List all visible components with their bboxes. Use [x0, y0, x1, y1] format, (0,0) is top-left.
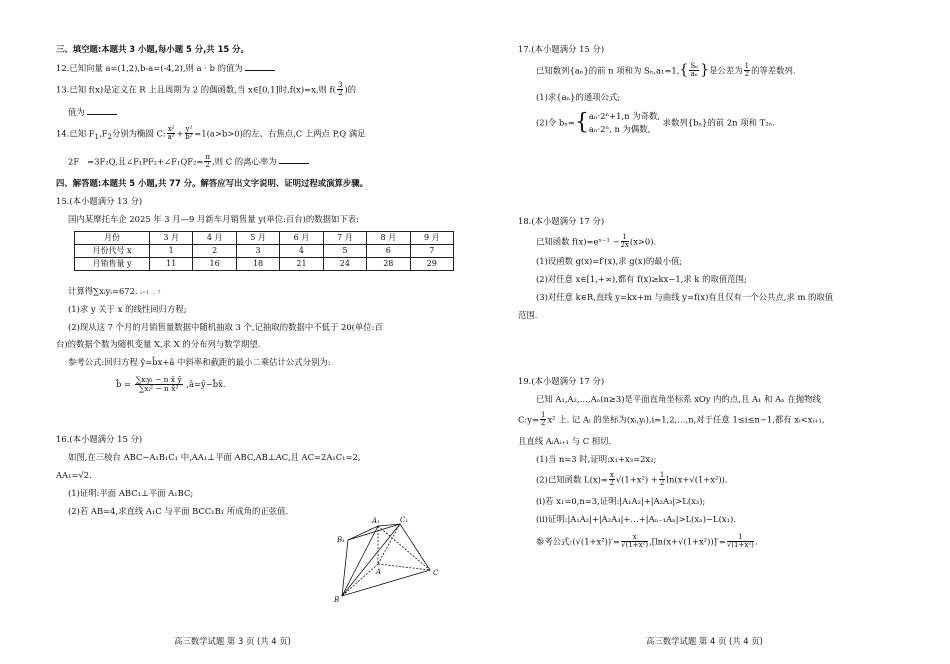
- label-a: A: [376, 568, 382, 576]
- label-b: B: [334, 596, 340, 604]
- q19-part1: (1)当 n=3 时,证明:x₁+x₃=2x₂;: [536, 454, 657, 464]
- q17-text-a: 已知数列{aₙ}的前 n 项和为 Sₙ,a₁=1,: [536, 65, 680, 76]
- q19-part-ii: (ii)证明:|A₁A₂|+|A₂A₃|+…+|Aₙ₋₁Aₙ|>L(xₙ)−L(x₁).: [536, 514, 736, 524]
- q13-value-label: 值为: [68, 107, 85, 117]
- frustum-outline: [342, 524, 430, 596]
- table-cell: 6 月: [280, 232, 323, 245]
- q19-part2: [536, 472, 728, 488]
- q17-title: 17.(本小题满分 15 分): [518, 44, 605, 54]
- q12-text: 12.已知向量 a=(1,2),b-a=(-4,2),则 a · b 的值为: [56, 63, 243, 73]
- q14-y2: y²: [185, 125, 193, 133]
- label-a1: A₁: [372, 517, 380, 525]
- q19-title: 19.(本小题满分 17 分): [518, 376, 605, 386]
- table-cell: 4 月: [193, 232, 236, 245]
- q14-x2: x²: [167, 125, 175, 133]
- q15-part2a: (2)现从这 7 个月的月销售量数据中随机抽取 3 个,记抽取的数据中不低于 20(单位:百: [68, 322, 383, 332]
- q15-formula: [116, 376, 226, 393]
- q17-case-even: aₙ·2ⁿ, n 为偶数,: [588, 123, 651, 134]
- q14-text-g: ,则 C 的离心率为: [212, 156, 277, 167]
- table-row: [75, 258, 454, 271]
- q19-2: 2: [609, 479, 615, 488]
- table-cell: 5: [323, 245, 366, 258]
- table-cell: 2: [193, 245, 236, 258]
- question-13: [56, 82, 356, 98]
- q14-b2: b²: [185, 133, 193, 142]
- q19-ref-frac2: [727, 534, 754, 550]
- q15-title: 15.(本小题满分 13 分): [56, 196, 143, 206]
- q16-part1: (1)证明:平面 ABC₁⊥平面 A₁BC;: [68, 488, 194, 498]
- question-14-cont: [68, 154, 309, 170]
- q17-part2-text: 求数列{bₙ}的前 2n 项和 T₂ₙ.: [662, 117, 775, 128]
- q18-part2: (2)对任意 x∈[1,+∞),都有 f(x)≥kx−1,求 k 的取值范围;: [536, 274, 747, 284]
- q16-title: 16.(本小题满分 15 分): [56, 434, 143, 444]
- q17-part2: [536, 110, 775, 135]
- q18-text: [536, 234, 656, 250]
- q14-text-d: =1(a>b>0)的左、右焦点,C 上两点 P,Q 满足: [194, 128, 366, 139]
- q17-text-b: 是公差为: [709, 65, 743, 76]
- table-cell: 7: [410, 245, 453, 258]
- label-b1: B₁: [337, 536, 345, 544]
- q17-text-c: 的等差数列.: [751, 65, 796, 76]
- table-cell: 3: [236, 245, 279, 258]
- q13-text-end: )的: [344, 84, 357, 95]
- q17-case-odd: aₙ·2ⁿ+1,n 为奇数,: [588, 111, 660, 121]
- q15-b-hat: b̂ =: [116, 379, 132, 390]
- q19-ref-den2: √(1+x²): [726, 541, 754, 550]
- q15-reference: 参考公式:回归方程 ŷ=b̂x+â 中斜率和截距的最小二乘估计公式分别为:: [68, 357, 331, 367]
- q12-answer-blank[interactable]: [245, 62, 275, 71]
- q15-calc: [68, 286, 161, 297]
- q14-text-a: 14.已知 F: [56, 128, 95, 139]
- q19-x: x: [609, 471, 614, 479]
- q17-half-num: 1: [744, 61, 750, 70]
- q17-part1: (1)求{aₙ}的通项公式;: [536, 92, 621, 102]
- label-c: C: [433, 569, 439, 577]
- q14-angle-fraction: [204, 154, 211, 170]
- q16-text-a: 如图,在三棱台 ABC−A₁B₁C₁ 中,AA₁⊥平面 ABC,AB⊥AC,且 AC=2A₁C₁=2,: [68, 452, 361, 462]
- q19-ref-den1: √(1+x²): [621, 541, 649, 550]
- q14-text-b: ,F: [99, 128, 108, 139]
- table-cell: 29: [410, 258, 453, 271]
- q18-frac-den: 2x: [620, 241, 629, 250]
- question-12: [56, 62, 275, 74]
- q15-part2b: 台)的数据个数为随机变量 X,求 X 的分布列与数学期望.: [56, 339, 261, 349]
- q19-text-a: 已知 A₁,A₂,…,Aₙ(n≥3)是平面直角坐标系 xOy 内的点,且 A₁ 和 Aₙ 在抛物线: [536, 394, 821, 404]
- q15-formula-fraction: [135, 376, 183, 393]
- table-cell: 6: [367, 245, 410, 258]
- q14-text-f: =3F₂Q,且∠F₁PF₂+∠F₁QF₂=: [87, 156, 204, 167]
- q19-L-def: (2)已知函数 L(x)=: [536, 474, 608, 485]
- q15-calc-text: 计算得∑xᵢyᵢ=672.: [68, 286, 138, 296]
- section4-heading: 四、解答题:本题共 5 小题,共 77 分。解答应写出文字说明、证明过程或演算步骤。: [56, 178, 369, 188]
- q14-ellipse-y: [185, 126, 194, 142]
- q14-pi: π: [205, 153, 210, 161]
- table-cell: 9 月: [410, 232, 453, 245]
- q15-sum-limits: i=1 … 7: [140, 290, 161, 296]
- table-row-header: 月销售量 y: [75, 258, 150, 271]
- q19-x-over-2: [609, 472, 615, 488]
- q17-sn: Sₙ: [690, 61, 699, 70]
- q19-half-num: 1: [540, 411, 546, 419]
- q18-text-b: (x>0).: [629, 236, 657, 247]
- table-cell: 8 月: [367, 232, 410, 245]
- q17-text: 已知数列{aₙ}的前 n 项和为 Sₙ,a₁=1,{ $\frac{\text{Sₙ}}{\text{aₙ}}$ }是公差为 $\frac{1}{2}$ 的等差数列.: [536, 61, 796, 79]
- table-row-header: 月份代号 x: [75, 245, 150, 258]
- q19-part-i: (i)若 x₁=0,n=3,证明:|A₁A₂|+|A₂A₃|>L(x₃);: [536, 496, 706, 506]
- q19-ref-num2: 1: [727, 534, 754, 542]
- table-cell: 7 月: [323, 232, 366, 245]
- edge-a1c: [378, 526, 430, 570]
- q15-a-hat: ,â=ȳ−b̂x̄.: [186, 379, 226, 390]
- q15-intro: 国内某摩托车企 2025 年 3 月—9 月新车月销售量 y(单位:百台)的数据如下表:: [68, 214, 359, 224]
- table-cell: 4: [280, 245, 323, 258]
- q19-text-b: [518, 412, 825, 428]
- q13-fraction: [337, 82, 343, 98]
- q19-ln: ln(x+√(1+x²)).: [666, 474, 728, 485]
- q15-part1: (1)求 y 关于 x 的线性回归方程;: [68, 304, 187, 314]
- table-cell: 3 月: [150, 232, 193, 245]
- q13-frac-num: 3: [337, 81, 343, 89]
- q18-part3b: 范围.: [518, 310, 538, 320]
- frustum-figure: [332, 514, 460, 604]
- table-cell: 28: [367, 258, 410, 271]
- q19-sqrt: √(1+x²) +: [615, 474, 658, 485]
- q17-sn-an: [689, 63, 699, 79]
- q17-half-den: 2: [744, 70, 750, 79]
- q18-part1: (1)设函数 g(x)=f′(x),求 g(x)的最小值;: [536, 256, 683, 266]
- edge-bc1: [342, 524, 400, 596]
- q13-text: 13.已知 f(x)是定义在 R 上且周期为 2 的偶函数,当 x∈[0,1]时,f(x)=x,则 f(: [56, 84, 336, 95]
- q19-text-c: 且直线 AᵢAᵢ₊₁ 与 C 相切.: [518, 436, 612, 446]
- q15-formula-num: ∑xᵢyᵢ − n x̄ ȳ: [135, 375, 182, 384]
- q19-ref-frac1: [621, 534, 648, 550]
- table-cell: 11: [150, 258, 193, 271]
- q19-curve: C:y=: [518, 414, 539, 425]
- q14-ellipse-x: [167, 126, 176, 142]
- table-cell: 18: [236, 258, 279, 271]
- q19-ref-b: ,[ln(x+√(1+x²))]′=: [649, 536, 726, 547]
- q19-one: 1: [659, 471, 665, 479]
- q18-fraction: [621, 234, 629, 250]
- table-row: [75, 232, 454, 245]
- question-13-cont: [68, 106, 117, 118]
- q18-text-a: 已知函数 f(x)=eˣ⁻¹ −: [536, 236, 620, 247]
- q17-half: [744, 63, 750, 79]
- right-footer: 高三数学试题 第 4 页 (共 4 页): [646, 636, 763, 646]
- q13-frac-den: 2: [337, 89, 343, 98]
- left-footer: 高三数学试题 第 3 页 (共 4 页): [174, 636, 291, 646]
- q18-title: 18.(本小题满分 17 分): [518, 216, 605, 226]
- edge-ac: [378, 564, 430, 570]
- q15-formula-den: ∑xᵢ² − n x̄²: [138, 383, 179, 393]
- label-c1: C₁: [400, 516, 409, 524]
- q13-answer-blank[interactable]: [87, 106, 117, 115]
- q17-brace: {: [574, 109, 589, 135]
- q16-text-b: AA₁=√2.: [56, 470, 92, 480]
- q14-vector-left: 2F: [68, 156, 80, 167]
- section3-heading: 三、填空题:本题共 3 小题,每小题 5 分,共 15 分。: [56, 44, 249, 54]
- q18-part3a: (3)对任意 k∈R,直线 y=kx+m 与曲线 y=f(x)有且仅有一个公共点,求 m 的取值: [536, 292, 834, 302]
- q16-part2: (2)若 AB=4,求直线 A₁C 与平面 BCC₁B₁ 所成角的正弦值.: [68, 506, 289, 516]
- q19-ref-a: 参考公式:(√(1+x²))′=: [536, 536, 621, 547]
- q17-an: aₙ: [690, 70, 698, 79]
- q18-frac-num: 1: [622, 233, 627, 241]
- q19-half: [540, 412, 546, 428]
- table-cell: 1: [150, 245, 193, 258]
- q14-answer-blank[interactable]: [279, 155, 309, 164]
- table-cell: 24: [323, 258, 366, 271]
- table-row: [75, 245, 454, 258]
- q19-half-ln: [659, 472, 665, 488]
- q14-text-c: 分别为椭圆 C:: [111, 128, 166, 139]
- q19-ref-end: .: [754, 536, 758, 547]
- q19-half-den: 2: [540, 419, 546, 428]
- q19-two: 2: [659, 479, 665, 488]
- edge-ab: [342, 564, 378, 596]
- q19-ref-num1: x: [621, 534, 648, 542]
- question-14: 14.已知 $F_1,F_2$分别为椭圆 C: $\frac{\text{x²}}{\text{a²}}$ + $\frac{\text{y²}}{\text{b²}}$ =1(a>b>0)的左、右焦点,C 上两点 P,Q 满足: [56, 125, 366, 142]
- q17-bn-label: (2)令 bₙ=: [536, 117, 575, 128]
- sales-table: [74, 231, 454, 271]
- table-row-header: 月份: [75, 232, 150, 245]
- table-cell: 5 月: [236, 232, 279, 245]
- table-cell: 21: [280, 258, 323, 271]
- q19-reference: [536, 534, 758, 550]
- table-cell: 16: [193, 258, 236, 271]
- q14-a2: a²: [167, 133, 175, 142]
- q17-cases: [589, 110, 660, 135]
- q14-two: 2: [205, 161, 210, 170]
- q19-text-b2: x² 上. 记 Aᵢ 的坐标为(xᵢ,yᵢ),i=1,2,…,n,对于任意 1≤i≤n−1,都有 xᵢ<xᵢ₊₁,: [547, 414, 825, 425]
